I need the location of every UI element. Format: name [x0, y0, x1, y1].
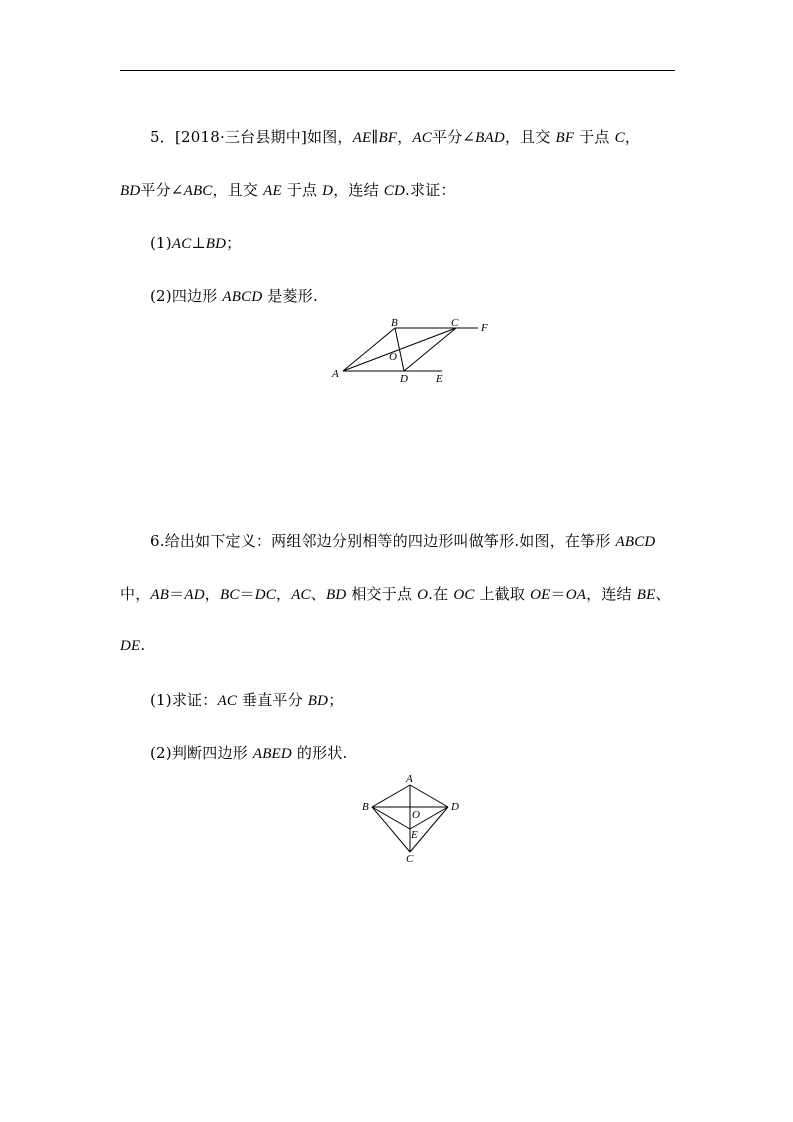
problem5-line2: BD平分∠ABC，且交 AE 于点 D，连结 CD.求证： [120, 181, 456, 199]
segment-bc [372, 807, 410, 852]
problem5-part2: (2)四边形 ABCD 是菱形. [150, 287, 318, 305]
label-e: E [411, 829, 418, 841]
problem-number: 5． [150, 128, 175, 146]
segment-ad [410, 785, 448, 807]
label-o: O [412, 809, 420, 821]
problem6-line1: 6.给出如下定义：两组邻边分别相等的四边形叫做筝形.如图，在筝形 ABCD [150, 532, 656, 550]
label-e: E [436, 373, 443, 385]
problem-number: 6. [150, 532, 165, 550]
label-a: A [332, 368, 339, 380]
label-d: D [400, 373, 408, 385]
problem6-line3: DE. [120, 636, 146, 654]
problem6-part2: (2)判断四边形 ABED 的形状. [150, 744, 348, 762]
problem5-line1: 5．[2018·三台县期中]如图，AE∥BF，AC平分∠BAD，且交 BF 于点 C， [150, 128, 641, 146]
label-c: C [451, 317, 459, 329]
label-o: O [389, 351, 397, 363]
label-c: C [406, 853, 414, 865]
problem-source: [2018·三台县期中] [174, 128, 307, 146]
label-d: D [451, 801, 459, 813]
segment-be [372, 807, 410, 829]
label-a: A [406, 773, 413, 785]
segment-ab [372, 785, 410, 807]
problem5-part1: (1)AC⊥BD； [150, 234, 242, 252]
label-b: B [391, 317, 398, 329]
problem6-part1: (1)求证：AC 垂直平分 BD； [150, 691, 344, 709]
label-f: F [481, 322, 488, 334]
label-b: B [362, 801, 369, 813]
problem6-line2: 中，AB＝AD，BC＝DC，AC、BD 相交于点 O.在 OC 上截取 OE＝OA，连结 BE、 [120, 585, 671, 603]
